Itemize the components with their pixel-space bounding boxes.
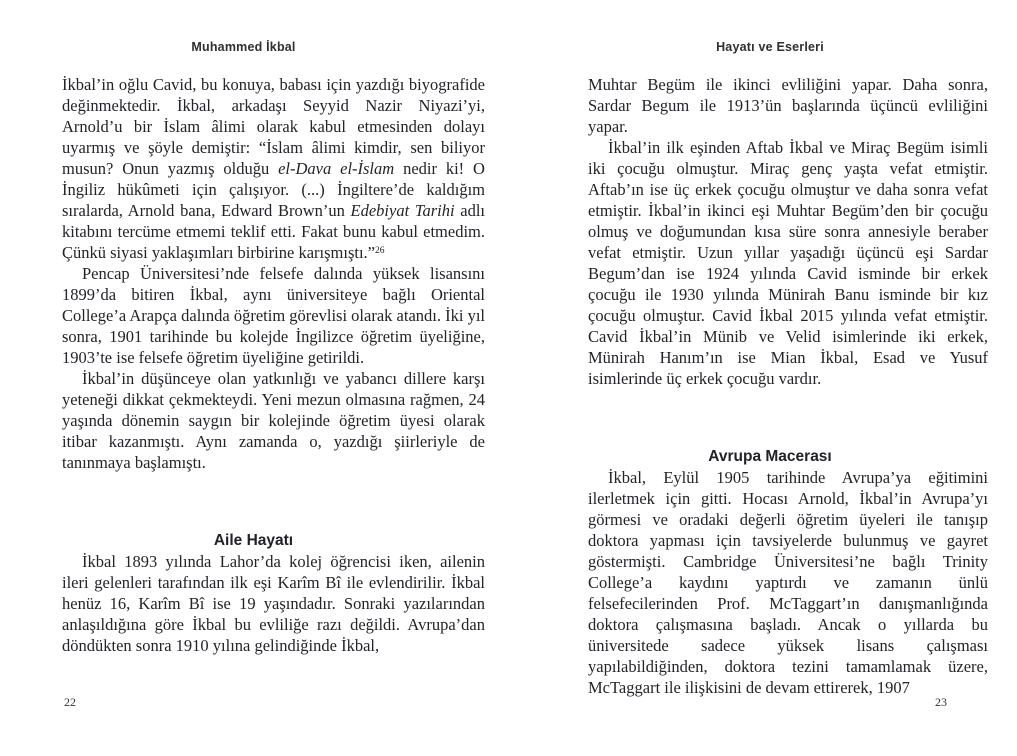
text-run: Muhtar Begüm ile ikinci evliliğini yapar. Daha sonra, Sardar Begum ile 1913’ün başlarında üçüncü evliliğini yapar. (588, 75, 988, 136)
paragraph (588, 467, 988, 698)
paragraph (62, 551, 485, 656)
page-body-left (62, 74, 485, 656)
running-header-right: Hayatı ve Eserleri (716, 40, 824, 54)
text-run: nedir ki! O İngiliz hükûmeti için çalışıyor. (...) İngiltere’de kaldığım sıralarda, Arnold bana, Edward Brown’un (62, 159, 485, 220)
text-run: Pencap Üniversitesi’nde felsefe dalında yüksek lisansını 1899’da bitiren İkbal, aynı üniversiteye bağlı Oriental College’a Arapça dalında öğretim görevlisi olarak atandı. İki yıl sonra, 1901 tarihinde bu kolejde İngilizce öğretim üyeliğine, 1903’te ise felsefe öğretim üyeliğine getirildi. (62, 264, 485, 367)
paragraph (62, 263, 485, 368)
page-number-right: 23 (935, 695, 947, 709)
text-run: el-Dava el-İslam (278, 159, 395, 178)
text-run: İkbal 1893 yılında Lahor’da kolej öğrencisi iken, ailenin ileri gelenleri tarafından ilk eşi Karîm Bî ile evlendirilir. İkbal henüz 16, Karîm Bî ise 19 yaşındadır. Sonraki yazılarından anlaşıldığına göre İkbal bu evliliğe razı değildi. Avrupa’dan döndükten sonra 1910 yılına gelindiğinde İkbal, (62, 552, 485, 655)
page-body-right (588, 74, 988, 698)
running-header-left: Muhammed İkbal (191, 40, 296, 54)
paragraph (588, 137, 988, 389)
page-number-left: 22 (64, 695, 76, 709)
paragraph (62, 74, 485, 263)
footnote-reference: 26 (375, 246, 385, 256)
text-run: Edebiyat Tarihi (350, 201, 455, 220)
paragraph (62, 368, 485, 473)
page-right (588, 0, 988, 756)
text-run: İkbal, Eylül 1905 tarihinde Avrupa’ya eğitimini ilerletmek için gitti. Hocası Arnold, İkbal’in Avrupa’yı görmesi ve oradaki değerli öğretim üyeleri ile tanışıp doktora yapması için tavsiyelerde bulunmuş ve gayret göstermişti. Cambridge Üniversitesi’ne bağlı Trinity College’a kaydını yaptırdı ve zamanın ünlü felsefecilerinden Prof. McTaggart’ın danışmanlığında doktora çalışmasına başladı. Ancak o yıllarda bu üniversitede sadece yüksek lisans çalışması yapılabildiğinden, doktora tezini tamamlamak üzere, McTaggart ile ilişkisini de devam ettirerek, 1907 (588, 468, 988, 697)
text-run: İkbal’in ilk eşinden Aftab İkbal ve Miraç Begüm isimli iki çocuğu olmuştur. Miraç genç yaşta vefat etmiştir. Aftab’ın ise üç erkek çocuğu olmuştur ve daha sonra vefat etmiştir. İkbal’in ikinci eşi Muhtar Begüm’den bir çocuğu olmuş ve doğumundan kısa süre sonra annesiyle beraber vefat etmiştir. Uzun yıllar yaşadığı üçüncü eşi Sardar Begum’dan ise 1924 yılında Cavid isminde bir erkek çocuğu ile 1930 yılında Münirah Banu isminde bir kız çocuğu olmuştur. Cavid İkbal 2015 yılında vefat etmiştir. Cavid İkbal’in Münib ve Velid isimlerinde iki erkek, Münirah Hanım’ın ise Mian İkbal, Esad ve Yusuf isimlerinde üç erkek çocuğu vardır. (588, 138, 988, 388)
section-heading: Avrupa Macerası (708, 448, 832, 465)
paragraph (588, 74, 988, 137)
text-run: İkbal’in düşünceye olan yatkınlığı ve yabancı dillere karşı yeteneği dikkat çekmekteydi. Yeni mezun olmasına rağmen, 24 yaşında dönemin saygın bir kolejinde öğretim üyesi olarak itibar kazanmıştı. Aynı zamanda o, yazdığı şiirleriyle de tanınmaya başlamıştı. (62, 369, 485, 472)
text-run: adlı kitabını tercüme etmemi teklif etti. Fakat bunu kabul etmedim. Çünkü siyasi yaklaşımları birbirine karışmıştı.” (62, 201, 485, 262)
text-run: İkbal’in oğlu Cavid, bu konuya, babası için yazdığı biyografide değinmektedir. İkbal, arkadaşı Seyyid Nazir Niyazi’yi, Arnold’u bir İslam âlimi olarak kabul etmesinden dolayı uyarmış ve şöyle demiştir: “İslam âlimi kimdir, sen biliyor musun? Onun yazmış olduğu (62, 75, 485, 178)
section-heading: Aile Hayatı (213, 532, 294, 549)
page-left (62, 0, 485, 756)
